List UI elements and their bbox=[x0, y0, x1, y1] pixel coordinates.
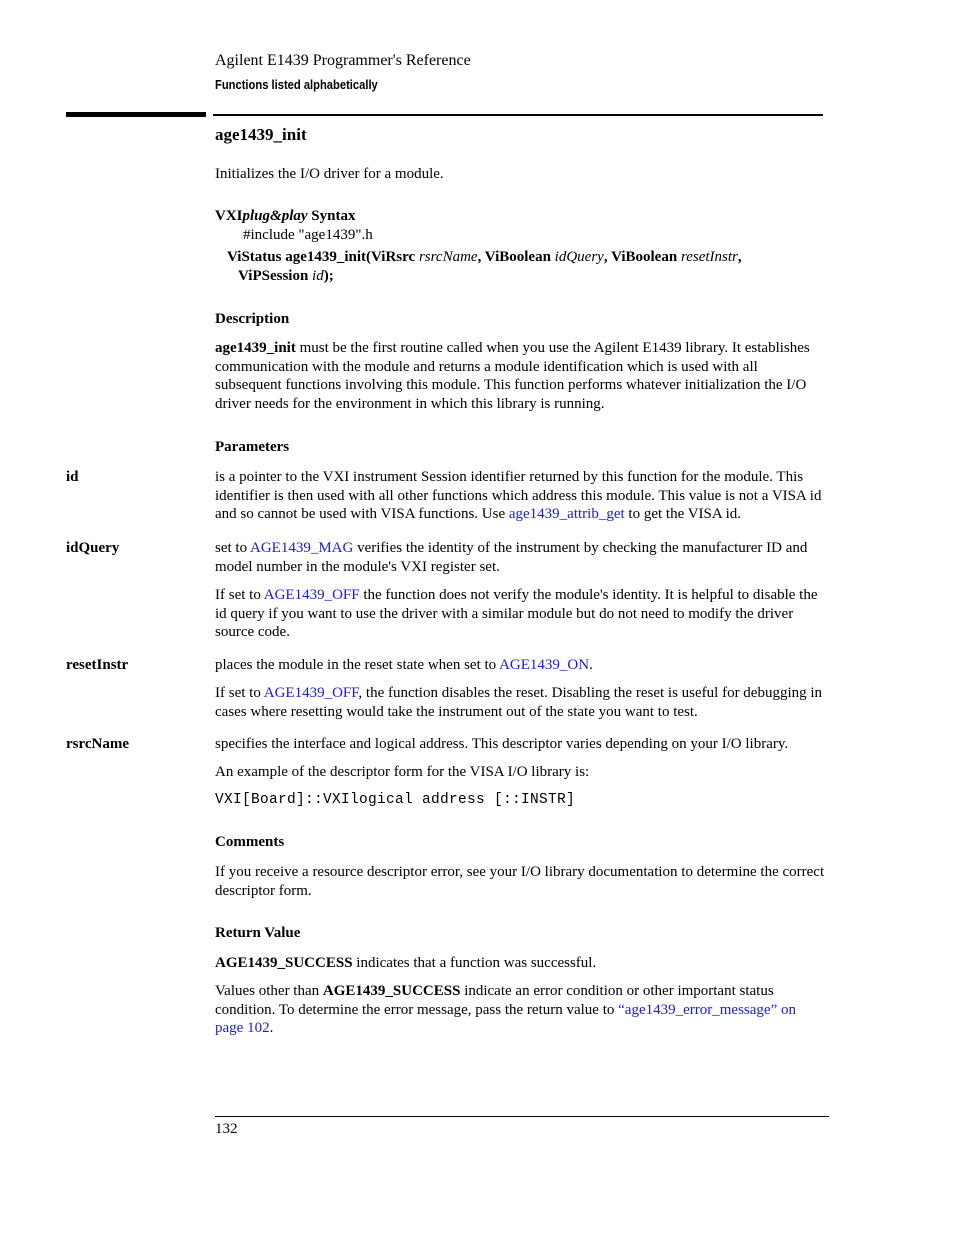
comments-heading: Comments bbox=[215, 834, 285, 850]
link-error-message[interactable]: “age1439_error_message” on page 102 bbox=[215, 1001, 796, 1036]
description-text: age1439_init must be the first routine called when you use the Agilent E1439 library. It establishes communication with the module and returns a module identification which is used with all subsequent functions involving this module. This function performs whatever initialization the I/O driver needs for the environment in which this library is running. bbox=[215, 340, 810, 412]
descriptor-code-example: VXI[Board]::VXIlogical address [::INSTR] bbox=[215, 792, 576, 808]
function-summary: Initializes the I/O driver for a module. bbox=[215, 166, 444, 182]
link-age1439-mag[interactable]: AGE1439_MAG bbox=[250, 540, 354, 556]
parameters-heading: Parameters bbox=[215, 439, 290, 455]
param-desc-id: is a pointer to the VXI instrument Session identifier returned by this function for the module. This identifier is then used with all other functions which address this module. This value is not a VISA id and so cannot be used with VISA functions. Use age1439_attrib_get to get the VISA id. bbox=[215, 469, 822, 522]
header-rule-thick bbox=[66, 112, 206, 117]
param-term-idquery: idQuery bbox=[66, 540, 120, 556]
return-value-heading: Return Value bbox=[215, 925, 301, 941]
page-number: 132 bbox=[215, 1121, 238, 1137]
running-header-title: Agilent E1439 Programmer's Reference bbox=[215, 52, 471, 69]
comments-text: If you receive a resource descriptor error, see your I/O library documentation to determine the correct descriptor form. bbox=[215, 864, 825, 899]
param-desc-idquery-2: If set to AGE1439_OFF the function does not verify the module's identity. It is helpful to disable the id query if you want to use the driver with a similar module but do not need to modify the driver source code. bbox=[215, 587, 818, 640]
syntax-signature: ViStatus age1439_init(ViRsrc rsrcName, ViBoolean idQuery, ViBoolean resetInstr, ViPSession id); bbox=[227, 249, 742, 284]
header-rule-thin bbox=[213, 114, 823, 116]
link-age1439-on[interactable]: AGE1439_ON bbox=[499, 657, 590, 673]
description-heading: Description bbox=[215, 311, 290, 327]
param-term-id: id bbox=[66, 469, 79, 485]
param-term-rsrcname: rsrcName bbox=[66, 736, 130, 752]
link-attrib-get[interactable]: age1439_attrib_get bbox=[508, 506, 625, 522]
function-title: age1439_init bbox=[215, 125, 307, 144]
syntax-heading: VXIplug&play Syntax bbox=[215, 208, 356, 224]
param-desc-rsrcname-1: specifies the interface and logical address. This descriptor varies depending on your I/O library. bbox=[215, 736, 789, 752]
syntax-include: #include "age1439".h bbox=[243, 227, 373, 243]
param-desc-idquery-1: set to AGE1439_MAG verifies the identity of the instrument by checking the manufacturer ID and model number in the module's VXI register set. bbox=[215, 540, 808, 575]
param-desc-rsrcname-2: An example of the descriptor form for the VISA I/O library is: bbox=[215, 764, 590, 780]
param-desc-resetinstr-1: places the module in the reset state when set to AGE1439_ON. bbox=[215, 657, 593, 673]
param-desc-resetinstr-2: If set to AGE1439_OFF, the function disables the reset. Disabling the reset is useful for debugging in cases where resetting would take the instrument out of the state you want to test. bbox=[215, 685, 823, 720]
running-header-section: Functions listed alphabetically bbox=[215, 77, 378, 92]
return-value-text-1: AGE1439_SUCCESS indicates that a function was successful. bbox=[215, 955, 597, 971]
link-age1439-off[interactable]: AGE1439_OFF bbox=[263, 587, 360, 603]
link-age1439-off-2[interactable]: AGE1439_OFF bbox=[263, 685, 359, 701]
return-value-text-2: Values other than AGE1439_SUCCESS indicate an error condition or other important status condition. To determine the error message, pass the return value to “age1439_error_message” on page 102. bbox=[215, 983, 796, 1036]
param-term-resetinstr: resetInstr bbox=[66, 657, 129, 673]
footer-rule bbox=[215, 1116, 829, 1117]
